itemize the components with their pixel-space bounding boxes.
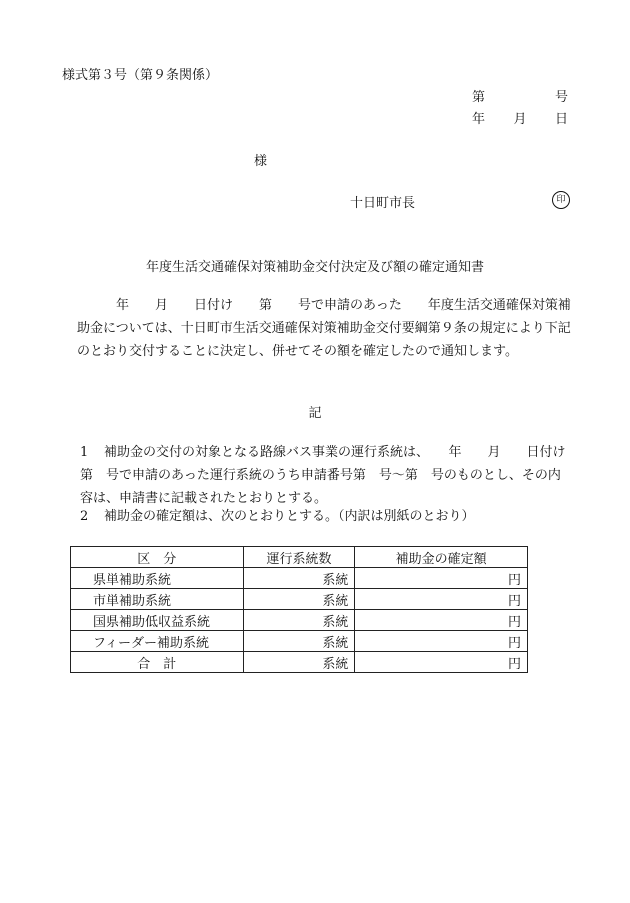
category-cell: 市単補助系統 [71,589,244,610]
sender-title: 十日町市長 [350,196,416,211]
routes-cell: 系統 [243,568,355,589]
table-row [71,610,528,631]
form-label: 様式第３号（第９条関係） [62,68,219,83]
body-indent [77,298,116,313]
routes-cell: 系統 [243,631,355,652]
list-item [80,505,570,528]
routes-cell: 系統 [243,610,355,631]
body-content: 年 月 日付け 第 号で申請のあった 年度生活交通確保対策補助金については、十日町市生活交通確保対策補助金交付要綱第９条の規定により下記のとおり交付することに決定し、併せてその額を確定したので通知します。 [77,298,571,359]
total-label-cell: 合 計 [71,652,244,673]
item-number: 2 [80,509,89,524]
body-text [77,294,571,363]
amount-cell: 円 [355,652,528,673]
table-row [71,631,528,652]
category-cell: フィーダー補助系統 [71,631,244,652]
number-suffix: 号 [554,90,568,105]
column-header-amount: 補助金の確定額 [355,547,528,568]
document-title: 年度生活交通確保対策補助金交付決定及び額の確定通知書 [145,260,484,275]
item-text: 補助金の確定額は、次のとおりとする。（内訳は別紙のとおり） [104,509,475,524]
amount-cell: 円 [355,610,528,631]
table-row [71,568,528,589]
table-header-row [71,547,528,568]
amount-cell: 円 [355,631,528,652]
column-header-routes: 運行系統数 [243,547,355,568]
item-text: 補助金の交付の対象となる路線バス事業の運行系統は、 年 月 日付け 第 号で申請のあった運行系統のうち申請番号第 号～第 号のものとし、その内容は、申請書に記載されたとおりとする。 [80,445,592,506]
date-day: 日 [554,112,568,127]
amount-cell: 円 [355,589,528,610]
document-number [472,86,568,105]
list-item [80,441,592,510]
amounts-table [70,546,528,673]
category-cell: 県単補助系統 [71,568,244,589]
routes-cell: 系統 [243,652,355,673]
routes-cell: 系統 [243,589,355,610]
seal-mark: 印 [552,191,570,209]
amount-cell: 円 [355,568,528,589]
table-total-row [71,652,528,673]
table-row [71,589,528,610]
category-cell: 国県補助低収益系統 [71,610,244,631]
document-date [472,108,568,127]
item-number: 1 [80,445,89,460]
number-prefix: 第 [472,90,486,105]
column-header-category: 区 分 [71,547,244,568]
addressee-suffix: 様 [254,154,268,169]
date-year: 年 [472,112,486,127]
ki-heading: 記 [308,406,322,421]
date-month: 月 [513,112,527,127]
